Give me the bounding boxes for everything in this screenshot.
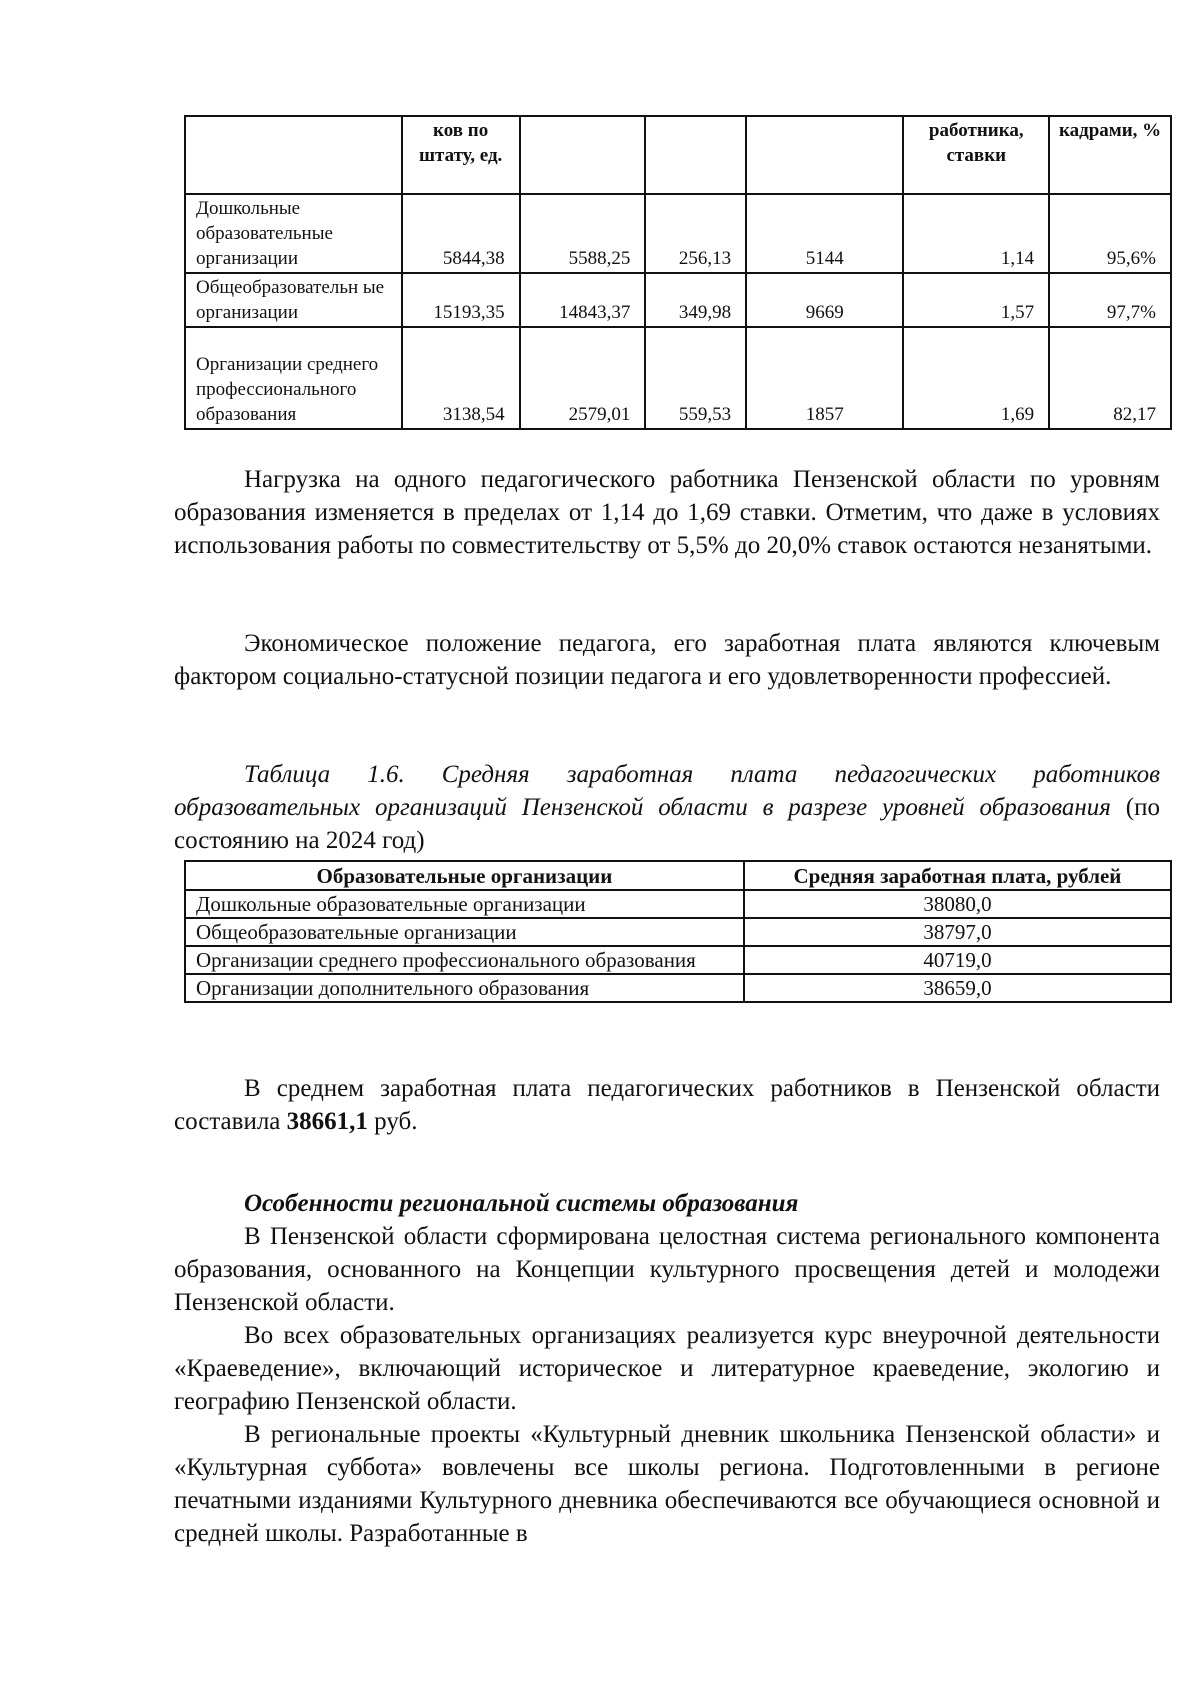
org-name-cell: Организации дополнительного образования [185, 974, 744, 1002]
pct-cell: 97,7% [1049, 273, 1171, 327]
paragraph-local-studies [174, 1319, 1160, 1418]
header-cell: работника, ставки [903, 116, 1049, 194]
staff-cell: 3138,54 [402, 327, 520, 429]
vacant-cell: 256,13 [645, 194, 746, 273]
org-name-cell: Дошкольные образовательные организации [185, 890, 744, 918]
salary-cell: 38797,0 [744, 918, 1171, 946]
section-heading-text: Особенности региональной системы образования [244, 1190, 799, 1217]
paragraph-text: Экономическое положение педагога, его заработная плата являются ключевым фактором социально-статусной позиции педагога и его удовлетворенности профессией. [174, 630, 1160, 690]
table-row [185, 273, 1171, 327]
paragraph-average-salary [174, 1072, 1160, 1138]
filled-cell: 5588,25 [520, 194, 646, 273]
caption-note: (по состоянию на 2024 год) [174, 794, 1160, 854]
workers-cell: 1857 [746, 327, 903, 429]
table-row [185, 194, 1171, 273]
paragraph-economic-status [174, 627, 1160, 693]
header-cell: Средняя заработная плата, рублей [744, 861, 1171, 890]
salary-table [184, 860, 1172, 1003]
table-header-row [185, 861, 1171, 890]
paragraph-regional-component [174, 1220, 1160, 1319]
org-name-cell: Общеобразовательные организации [185, 918, 744, 946]
workers-cell: 5144 [746, 194, 903, 273]
org-name-cell: Организации среднего профессионального образования [185, 327, 402, 429]
vacant-cell: 559,53 [645, 327, 746, 429]
workers-cell: 9669 [746, 273, 903, 327]
paragraph-workload [174, 463, 1160, 562]
load-cell: 1,57 [903, 273, 1049, 327]
staffing-table [184, 115, 1172, 430]
filled-cell: 2579,01 [520, 327, 646, 429]
header-cell [185, 116, 402, 194]
org-name-cell: Общеобразовательн ые организации [185, 273, 402, 327]
header-cell: Образовательные организации [185, 861, 744, 890]
table-row [185, 918, 1171, 946]
staff-cell: 5844,38 [402, 194, 520, 273]
salary-cell: 38659,0 [744, 974, 1171, 1002]
paragraph-text: В Пензенской области сформирована целостная система регионального компонента образования, основанного на Концепции культурного просвещения детей и молодежи Пензенской области. [174, 1223, 1160, 1316]
header-cell [645, 116, 746, 194]
table-header-row [185, 116, 1171, 194]
load-cell: 1,14 [903, 194, 1049, 273]
table-row [185, 890, 1171, 918]
paragraph-text: В региональные проекты «Культурный дневник школьника Пензенской области» и «Культурная суббота» вовлечены все школы региона. Подготовленными в регионе печатными изданиями Культурного дневника обеспечиваются все обучающиеся основной и средней школы. Разработанные в [174, 1421, 1160, 1547]
header-cell: кадрами, % [1049, 116, 1171, 194]
org-name-cell: Дошкольные образовательные организации [185, 194, 402, 273]
paragraph-text: В среднем заработная плата педагогических работников в Пензенской области составила [174, 1075, 1160, 1135]
paragraph-text: руб. [367, 1108, 418, 1135]
header-cell: ков по штату, ед. [402, 116, 520, 194]
vacant-cell: 349,98 [645, 273, 746, 327]
salary-cell: 40719,0 [744, 946, 1171, 974]
table-row [185, 327, 1171, 429]
caption-italic: Таблица 1.6. Средняя заработная плата педагогических работников образовательных организаций Пензенской области в разрезе уровней образования [174, 761, 1160, 821]
pct-cell: 95,6% [1049, 194, 1171, 273]
table-caption [174, 758, 1160, 857]
pct-cell: 82,17 [1049, 327, 1171, 429]
header-cell [520, 116, 646, 194]
paragraph-text: Во всех образовательных организациях реализуется курс внеурочной деятельности «Краеведение», включающий историческое и литературное краеведение, экологию и географию Пензенской области. [174, 1322, 1160, 1415]
section-heading [174, 1187, 1160, 1220]
table-row [185, 946, 1171, 974]
filled-cell: 14843,37 [520, 273, 646, 327]
staff-cell: 15193,35 [402, 273, 520, 327]
average-salary-value: 38661,1 [286, 1108, 368, 1135]
org-name-cell: Организации среднего профессионального образования [185, 946, 744, 974]
header-cell [746, 116, 903, 194]
load-cell: 1,69 [903, 327, 1049, 429]
table-row [185, 974, 1171, 1002]
paragraph-regional-projects [174, 1418, 1160, 1550]
paragraph-text: Нагрузка на одного педагогического работника Пензенской области по уровням образования изменяется в пределах от 1,14 до 1,69 ставки. Отметим, что даже в условиях использования работы по совместительству от 5,5% до 20,0% ставок остаются незанятыми. [174, 466, 1160, 559]
salary-cell: 38080,0 [744, 890, 1171, 918]
